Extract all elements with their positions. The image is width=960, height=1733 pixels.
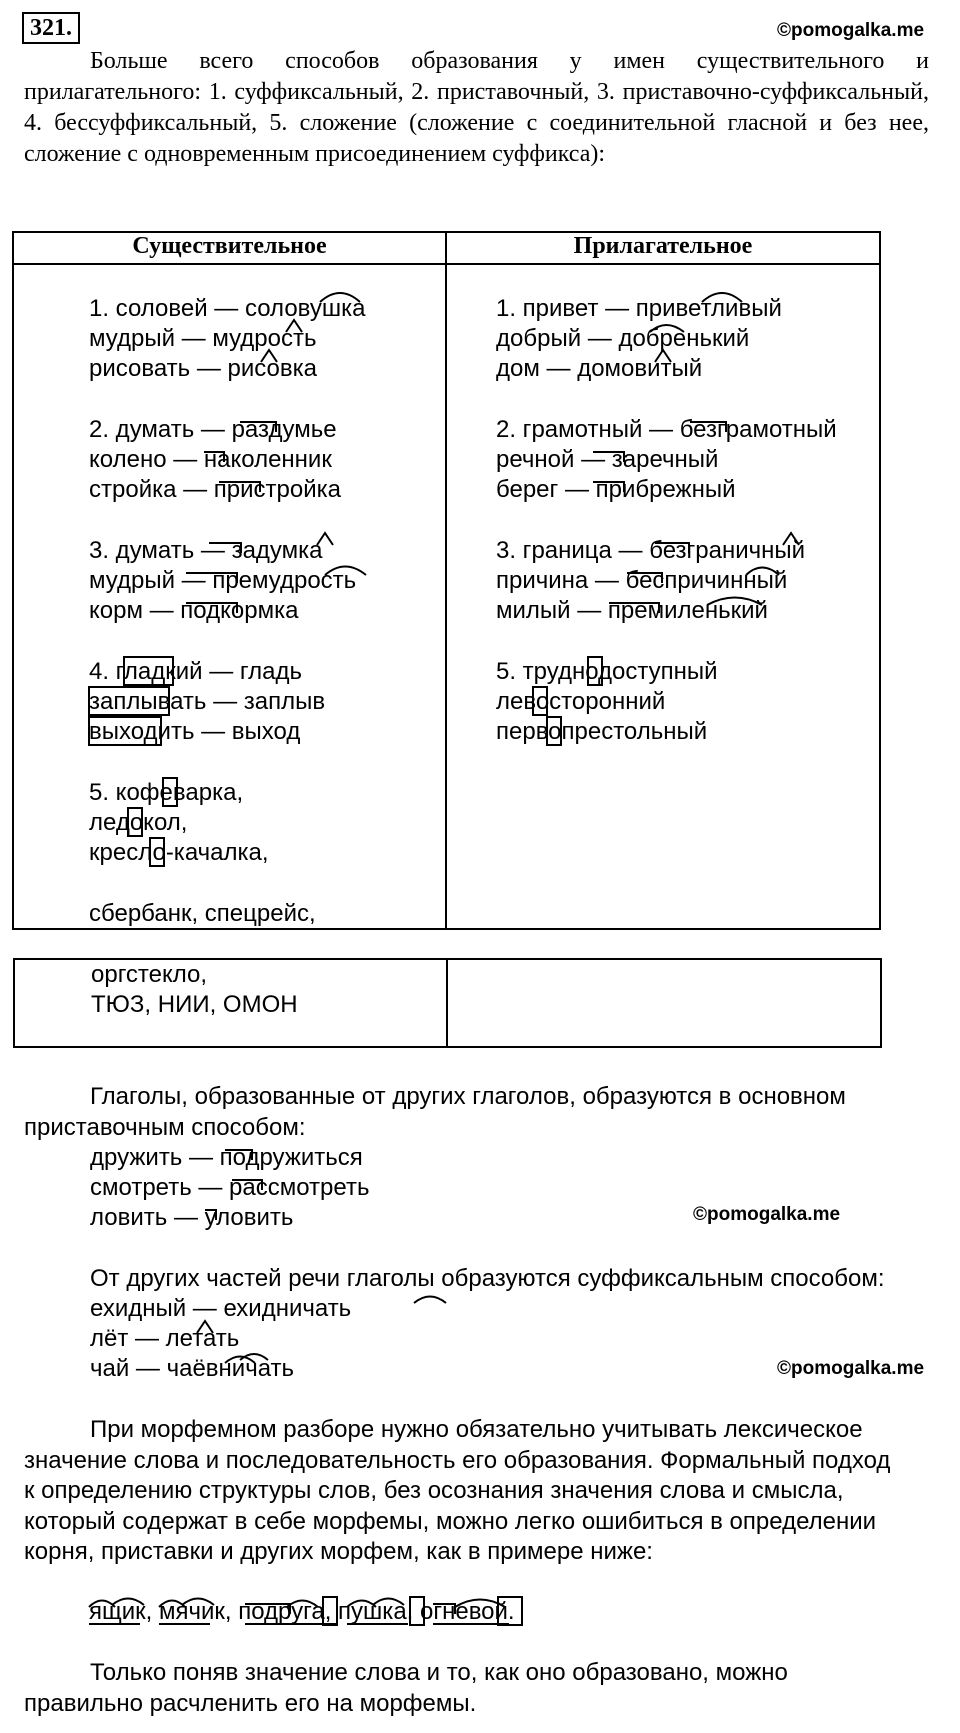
exercise-number: 321. [22, 12, 80, 44]
noun-example: кресло-качалка, [89, 839, 269, 866]
adjective-example: речной — заречный [496, 446, 719, 473]
verb-suffix-example: лёт — летать [90, 1325, 240, 1352]
morpheme-example: ящик, мячик, подруга, пушка, огневой. [89, 1598, 515, 1625]
noun-example: 5. кофеварка, [89, 779, 244, 806]
header-adjective: Прилагательное [573, 233, 753, 259]
adjective-example: 3. граница — безграничный [496, 537, 806, 564]
watermark-lower: ©pomogalka.me [777, 1358, 925, 1379]
verbs-suffix-intro: От других частей речи глаголы образуются суффиксальным способом: [90, 1265, 885, 1292]
adjective-example: берег — прибрежный [496, 476, 736, 503]
noun-example: ледокол, [89, 809, 188, 836]
adjective-example: 2. грамотный — безграмотный [496, 416, 837, 443]
noun-example: мудрый — мудрость [89, 325, 317, 352]
adjective-example: 5. труднодоступный [496, 658, 718, 685]
adjective-example: добрый — добренький [496, 325, 750, 352]
verb-prefix-example: дружить — подружиться [90, 1144, 363, 1171]
noun-example: 2. думать — раздумье [89, 416, 337, 443]
watermark-top: ©pomogalka.me [777, 20, 925, 41]
noun-example: заплывать — заплыв [89, 688, 326, 715]
suffix-mark [414, 1297, 446, 1304]
noun-example: колено — наколенник [89, 446, 332, 473]
noun-example: мудрый — премудрость [89, 567, 357, 594]
adjective-example: причина — беспричинный [496, 567, 788, 594]
noun-example: сбербанк, спецрейс, [89, 900, 316, 927]
noun-example: оргстекло, [91, 961, 208, 988]
verb-suffix-example: ехидный — ехидничать [90, 1295, 352, 1322]
adjective-example: левосторонний [496, 688, 666, 715]
morpheme-paragraph: При морфемном разборе нужно обязательно учитывать лексическое значение слова и последовательность его образования. Формальный подход к определению структуры слов, без осознания значения слова и смысла, который содержат в себе морфемы, можно легко ошибиться в определении корня, приставки и других морфем, как в примере ниже: [24, 1416, 891, 1565]
adjective-example: первопрестольный [496, 718, 708, 745]
adjective-example: 1. привет — приветливый [496, 295, 782, 322]
noun-example: рисовать — рисовка [89, 355, 317, 382]
verb-prefix-example: смотреть — рассмотреть [90, 1174, 370, 1201]
adjective-example: дом — домовитый [496, 355, 703, 382]
noun-example: корм — подкормка [89, 597, 299, 624]
noun-example: стройка — пристройка [89, 476, 342, 503]
verbs-intro: Глаголы, образованные от других глаголов, образуются в основном приставочным способом: [24, 1083, 846, 1141]
noun-example: 4. гладкий — гладь [89, 658, 302, 685]
intro-paragraph: Больше всего способов образования у имен существительного и прилагательного: 1. суффиксальный, 2. приставочный, 3. приставочно-суффиксальный, 4. бессуффиксальный, 5. сложение (сложение с соединительной гласной и без нее, сложение с одновременным присоединением суффикса): [24, 48, 929, 167]
header-noun: Существительное [132, 233, 327, 259]
adjective-example: милый — премиленький [496, 597, 768, 624]
noun-example: 3. думать — задумка [89, 537, 323, 564]
noun-example: 1. соловей — соловушка [89, 295, 366, 322]
noun-example: ТЮЗ, НИИ, ОМОН [91, 991, 298, 1018]
noun-example: выходить — выход [89, 718, 301, 745]
verb-suffix-example: чай — чаёвничать [90, 1355, 295, 1382]
watermark-middle: ©pomogalka.me [693, 1204, 841, 1225]
conclusion-paragraph: Только поняв значение слова и то, как оно образовано, можно правильно расчленить его на морфемы. [24, 1659, 788, 1717]
verb-prefix-example: ловить — уловить [90, 1204, 294, 1231]
